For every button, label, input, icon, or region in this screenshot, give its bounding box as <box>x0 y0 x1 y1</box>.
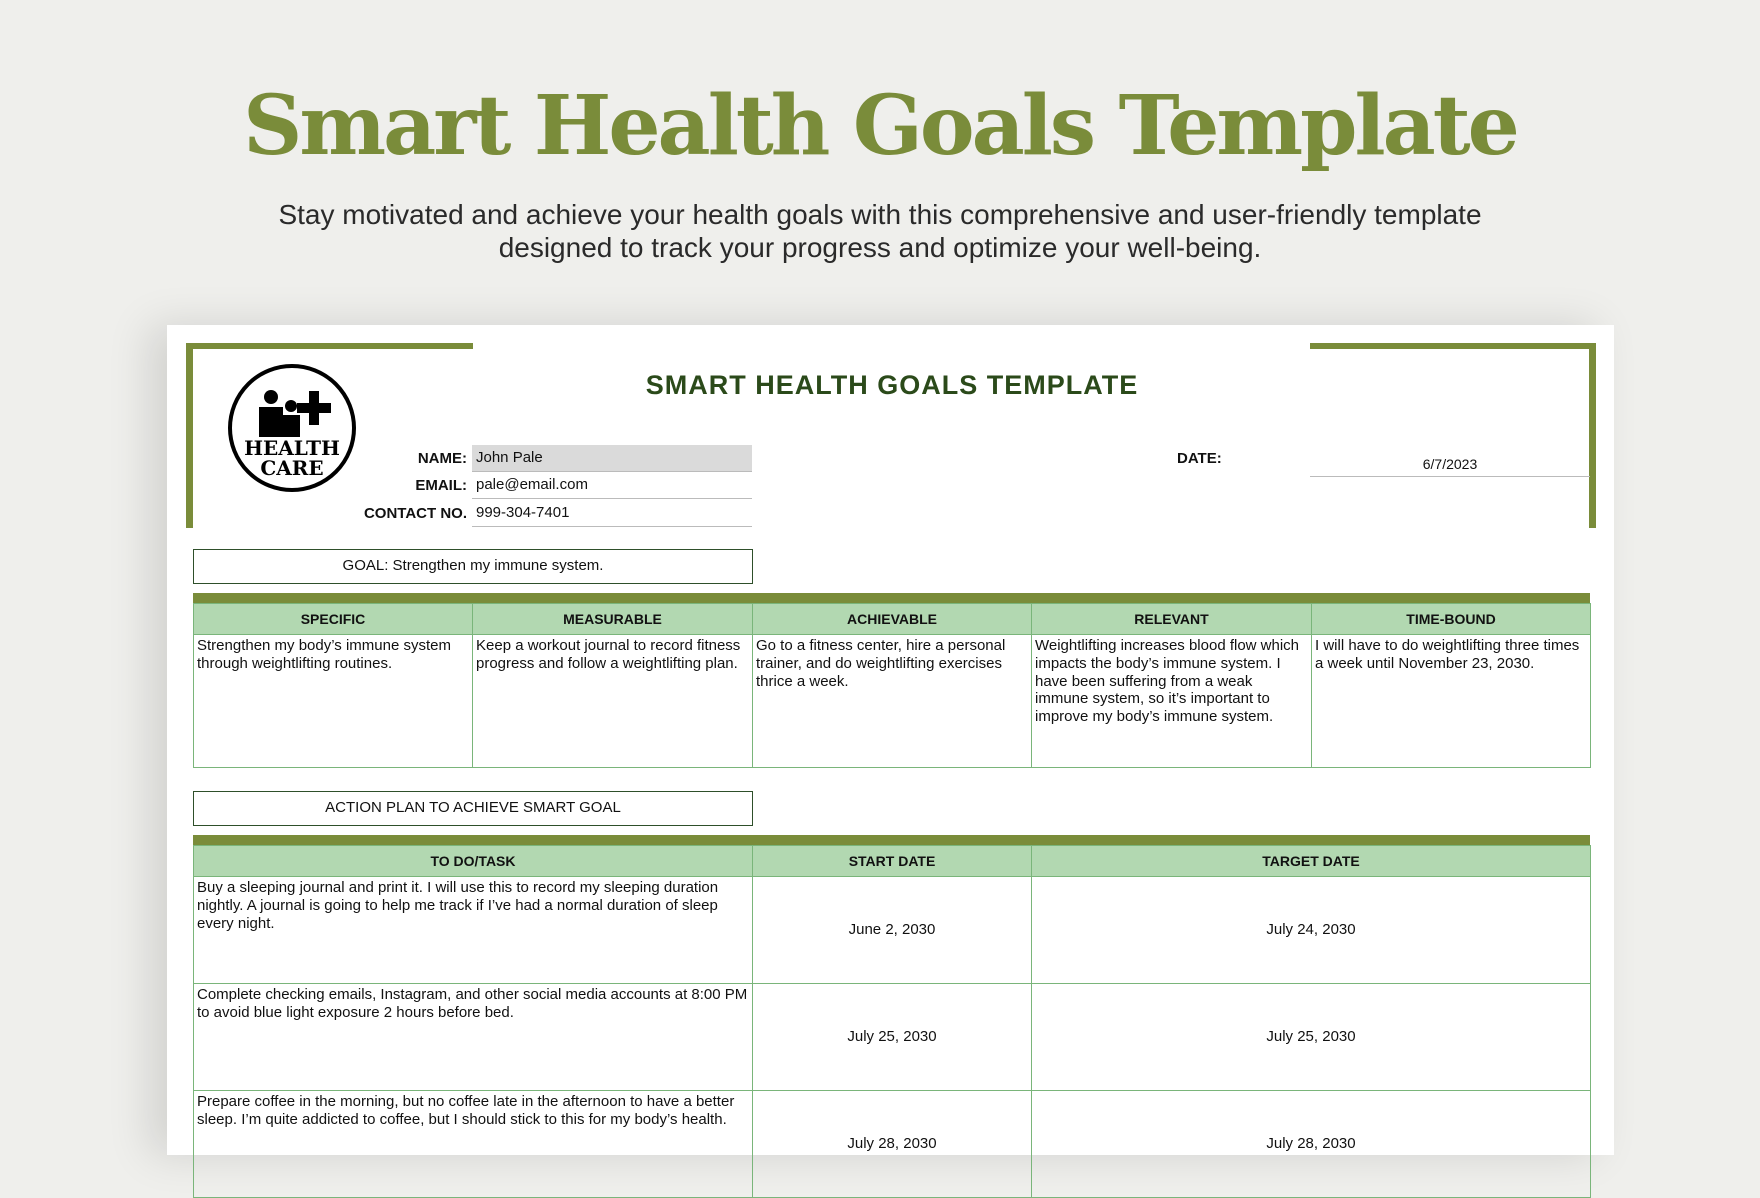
header-target-date: TARGET DATE <box>1032 846 1591 877</box>
target-date-cell[interactable]: July 24, 2030 <box>1032 877 1591 984</box>
goal-box[interactable]: GOAL: Strengthen my immune system. <box>193 549 753 584</box>
smart-table <box>193 603 1591 768</box>
measurable-cell[interactable]: Keep a workout journal to record fitness progress and follow a weightlifting plan. <box>473 635 753 768</box>
header-start-date: START DATE <box>753 846 1032 877</box>
target-date-cell[interactable]: July 28, 2030 <box>1032 1091 1591 1198</box>
specific-cell[interactable]: Strengthen my body’s immune system through weightlifting routines. <box>194 635 473 768</box>
date-field[interactable]: 6/7/2023 <box>1310 453 1590 477</box>
start-date-cell[interactable]: July 28, 2030 <box>753 1091 1032 1198</box>
task-header-row <box>194 846 1591 877</box>
header-measurable: MEASURABLE <box>473 604 753 635</box>
contact-label: CONTACT NO. <box>363 505 467 522</box>
task-cell[interactable]: Complete checking emails, Instagram, and other social media accounts at 8:00 PM to avoid blue light exposure 2 hours before bed. <box>194 984 753 1091</box>
header-specific: SPECIFIC <box>194 604 473 635</box>
task-cell[interactable]: Buy a sleeping journal and print it. I will use this to record my sleeping duration nightly. A journal is going to help me track if I’ve had a normal duration of sleep every night. <box>194 877 753 984</box>
svg-text:CARE: CARE <box>260 456 324 480</box>
target-date-cell[interactable]: July 25, 2030 <box>1032 984 1591 1091</box>
action-plan-box: ACTION PLAN TO ACHIEVE SMART GOAL <box>193 791 753 826</box>
frame-left-top <box>186 343 473 349</box>
email-field[interactable]: pale@email.com <box>472 472 752 499</box>
name-label: NAME: <box>417 450 467 467</box>
frame-right-side <box>1589 343 1596 528</box>
hero-subtitle: Stay motivated and achieve your health goals with this comprehensive and user-friendly template designed to track your progress and optimize your well-being. <box>278 199 1482 263</box>
header-relevant: RELEVANT <box>1032 604 1312 635</box>
task-table-bar <box>193 835 1590 845</box>
relevant-cell[interactable]: Weightlifting increases blood flow which impacts the body’s immune system. I have been suffering from a weak immune system, so it’s important to improve my body’s immune system. <box>1032 635 1312 768</box>
contact-field[interactable]: 999-304-7401 <box>472 500 752 527</box>
task-table <box>193 845 1591 1198</box>
document-title: SMART HEALTH GOALS TEMPLATE <box>645 370 1139 400</box>
date-label: DATE: <box>1177 450 1222 467</box>
svg-text:HEALTH: HEALTH <box>244 436 340 460</box>
task-cell[interactable]: Prepare coffee in the morning, but no coffee late in the afternoon to have a better sleep. I’m quite addicted to coffee, but I should stick to this for my body’s health. <box>194 1091 753 1198</box>
email-label: EMAIL: <box>415 477 467 494</box>
health-care-logo <box>227 363 357 493</box>
start-date-cell[interactable]: July 25, 2030 <box>753 984 1032 1091</box>
table-row <box>194 984 1591 1091</box>
smart-header-row <box>194 604 1591 635</box>
table-row <box>194 1091 1591 1198</box>
frame-right-top <box>1310 343 1596 349</box>
smart-values-row <box>194 635 1591 768</box>
achievable-cell[interactable]: Go to a fitness center, hire a personal trainer, and do weightlifting exercises thrice a week. <box>753 635 1032 768</box>
header-time-bound: TIME-BOUND <box>1312 604 1591 635</box>
frame-left-side <box>186 343 193 528</box>
smart-table-bar <box>193 593 1590 603</box>
table-row <box>194 877 1591 984</box>
time-bound-cell[interactable]: I will have to do weightlifting three times a week until November 23, 2030. <box>1312 635 1591 768</box>
header-task: TO DO/TASK <box>194 846 753 877</box>
start-date-cell[interactable]: June 2, 2030 <box>753 877 1032 984</box>
hero-title: Smart Health Goals Template <box>243 78 1517 174</box>
header-achievable: ACHIEVABLE <box>753 604 1032 635</box>
name-field[interactable]: John Pale <box>472 445 752 472</box>
template-sheet <box>167 325 1614 1155</box>
